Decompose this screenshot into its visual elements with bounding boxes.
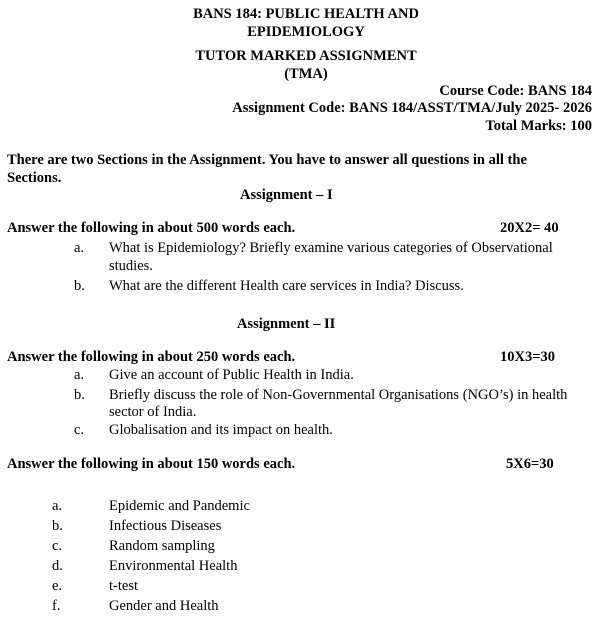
item-letter: f. [52, 598, 61, 614]
assignment1-marks: 20X2= 40 [500, 220, 559, 236]
document-title-line2: EPIDEMIOLOGY [247, 24, 365, 40]
document-subtitle-line2: (TMA) [284, 66, 328, 82]
assignment2-instruction: Answer the following in about 250 words each. [7, 349, 296, 365]
total-marks: Total Marks: 100 [485, 118, 592, 134]
assignment2-heading: Assignment – II [237, 316, 336, 332]
assignment-code: Assignment Code: BANS 184/ASST/TMA/July 2025- 2026 [232, 100, 592, 116]
intro-line2: Sections. [7, 170, 62, 186]
item-letter: c. [74, 422, 85, 438]
item-letter: a. [74, 240, 85, 256]
item-letter: e. [52, 578, 63, 594]
item-letter: a. [74, 367, 85, 383]
item-text: What is Epidemiology? Briefly examine various categories of Observational [109, 240, 553, 256]
assignment3-marks: 5X6=30 [506, 456, 554, 472]
item-text: Random sampling [109, 538, 215, 554]
assignment1-heading: Assignment – I [240, 187, 333, 203]
item-text: Briefly discuss the role of Non-Governmental Organisations (NGO’s) in health [109, 387, 568, 403]
item-text: Infectious Diseases [109, 518, 222, 534]
assignment1-instruction: Answer the following in about 500 words each. [7, 220, 296, 236]
item-letter: c. [52, 538, 63, 554]
item-text: t-test [109, 578, 138, 594]
assignment3-instruction: Answer the following in about 150 words each. [7, 456, 296, 472]
item-letter: b. [52, 518, 63, 534]
item-text: Gender and Health [109, 598, 219, 614]
item-text: Globalisation and its impact on health. [109, 422, 333, 438]
item-text-continued: sector of India. [109, 404, 197, 420]
item-letter: a. [52, 498, 63, 514]
item-letter: b. [74, 278, 85, 294]
item-text-continued: studies. [109, 258, 153, 274]
item-letter: d. [52, 558, 63, 574]
intro-line1: There are two Sections in the Assignment. You have to answer all questions in all the [7, 152, 527, 168]
item-text: Give an account of Public Health in India. [109, 367, 354, 383]
document-title-line1: BANS 184: PUBLIC HEALTH AND [193, 6, 419, 22]
item-text: Environmental Health [109, 558, 238, 574]
course-code: Course Code: BANS 184 [439, 83, 592, 99]
item-text: Epidemic and Pandemic [109, 498, 250, 514]
document-subtitle-line1: TUTOR MARKED ASSIGNMENT [195, 48, 417, 64]
assignment2-marks: 10X3=30 [500, 349, 555, 365]
item-text: What are the different Health care services in India? Discuss. [109, 278, 464, 294]
item-letter: b. [74, 387, 85, 403]
